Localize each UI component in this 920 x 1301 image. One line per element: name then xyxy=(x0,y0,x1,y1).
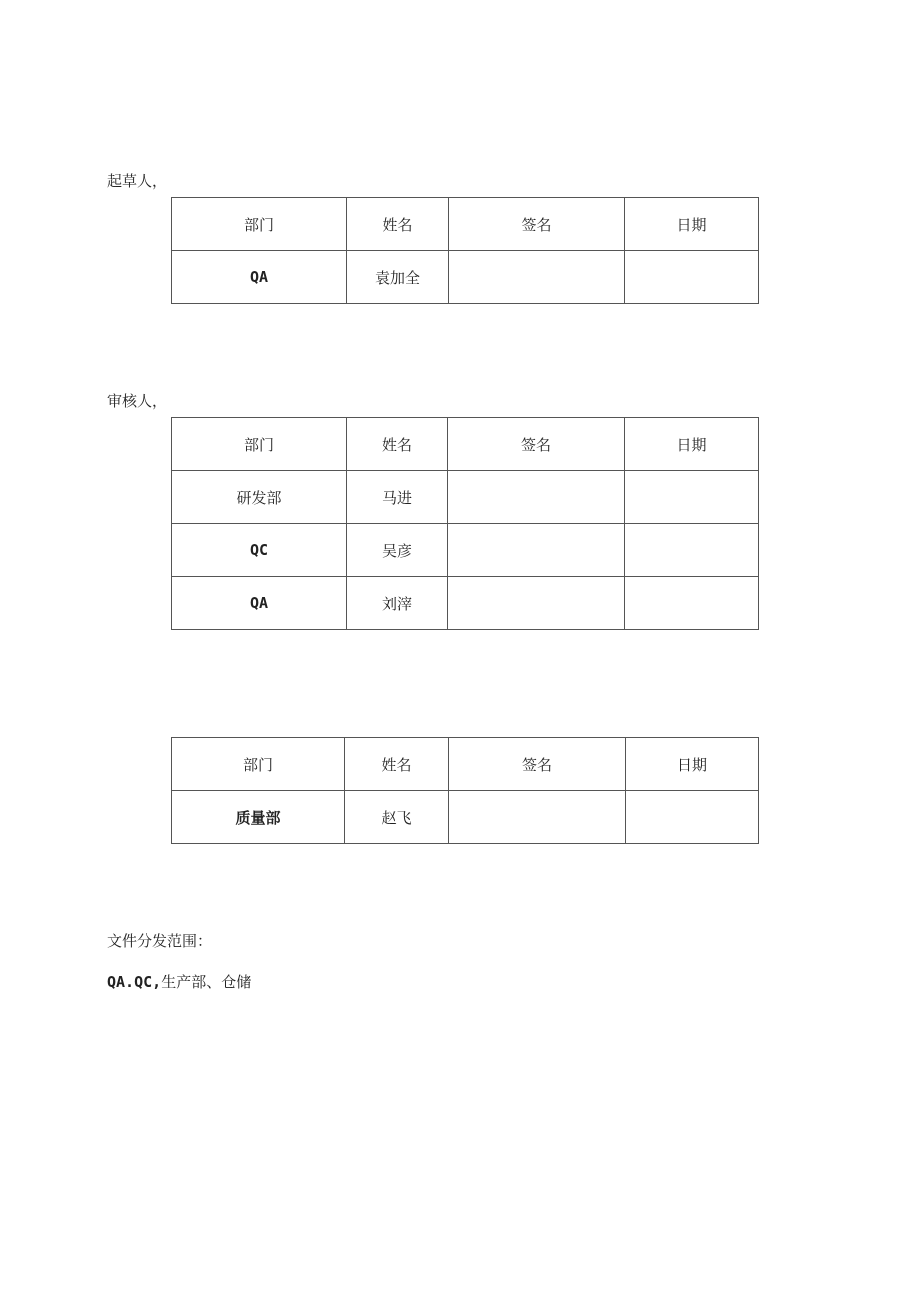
signature-cell[interactable] xyxy=(448,471,625,524)
drafter-table xyxy=(171,197,759,304)
dept-cell: QA xyxy=(172,251,347,304)
header-signature: 签名 xyxy=(448,418,625,471)
name-cell: 马进 xyxy=(347,471,448,524)
header-name: 姓名 xyxy=(347,198,449,251)
approver-table xyxy=(171,737,759,844)
header-signature: 签名 xyxy=(449,738,626,791)
dept-cell: 研发部 xyxy=(172,471,347,524)
table-header-row xyxy=(172,418,759,471)
dept-cell: QC xyxy=(172,524,347,577)
table-row xyxy=(172,791,759,844)
distribution-scope xyxy=(107,972,251,992)
table-row xyxy=(172,577,759,630)
header-date: 日期 xyxy=(625,418,759,471)
dept-cell: 质量部 xyxy=(172,791,345,844)
header-dept: 部门 xyxy=(172,738,345,791)
name-cell: 刘滓 xyxy=(347,577,448,630)
distribution-depts-rest: 生产部、仓储 xyxy=(161,973,252,991)
name-cell: 吴彦 xyxy=(347,524,448,577)
signature-cell[interactable] xyxy=(448,577,625,630)
header-date: 日期 xyxy=(625,198,759,251)
header-name: 姓名 xyxy=(345,738,449,791)
date-cell[interactable] xyxy=(625,251,759,304)
name-cell: 赵飞 xyxy=(345,791,449,844)
signature-cell[interactable] xyxy=(449,791,626,844)
header-date: 日期 xyxy=(626,738,759,791)
table-row xyxy=(172,524,759,577)
header-dept: 部门 xyxy=(172,418,347,471)
header-name: 姓名 xyxy=(347,418,448,471)
date-cell[interactable] xyxy=(625,524,759,577)
table-header-row xyxy=(172,198,759,251)
header-dept: 部门 xyxy=(172,198,347,251)
name-cell: 袁加全 xyxy=(347,251,449,304)
table-header-row xyxy=(172,738,759,791)
distribution-label: 文件分发范围： xyxy=(107,932,213,950)
reviewer-label: 审核人， xyxy=(107,392,168,410)
table-row xyxy=(172,251,759,304)
date-cell[interactable] xyxy=(625,577,759,630)
dept-cell: QA xyxy=(172,577,347,630)
date-cell[interactable] xyxy=(625,471,759,524)
signature-cell[interactable] xyxy=(448,524,625,577)
reviewer-table xyxy=(171,417,759,630)
table-row xyxy=(172,471,759,524)
date-cell[interactable] xyxy=(626,791,759,844)
header-signature: 签名 xyxy=(449,198,625,251)
distribution-depts-latin: QA.QC, xyxy=(107,973,162,991)
signature-cell[interactable] xyxy=(449,251,625,304)
drafter-label: 起草人， xyxy=(107,172,168,190)
